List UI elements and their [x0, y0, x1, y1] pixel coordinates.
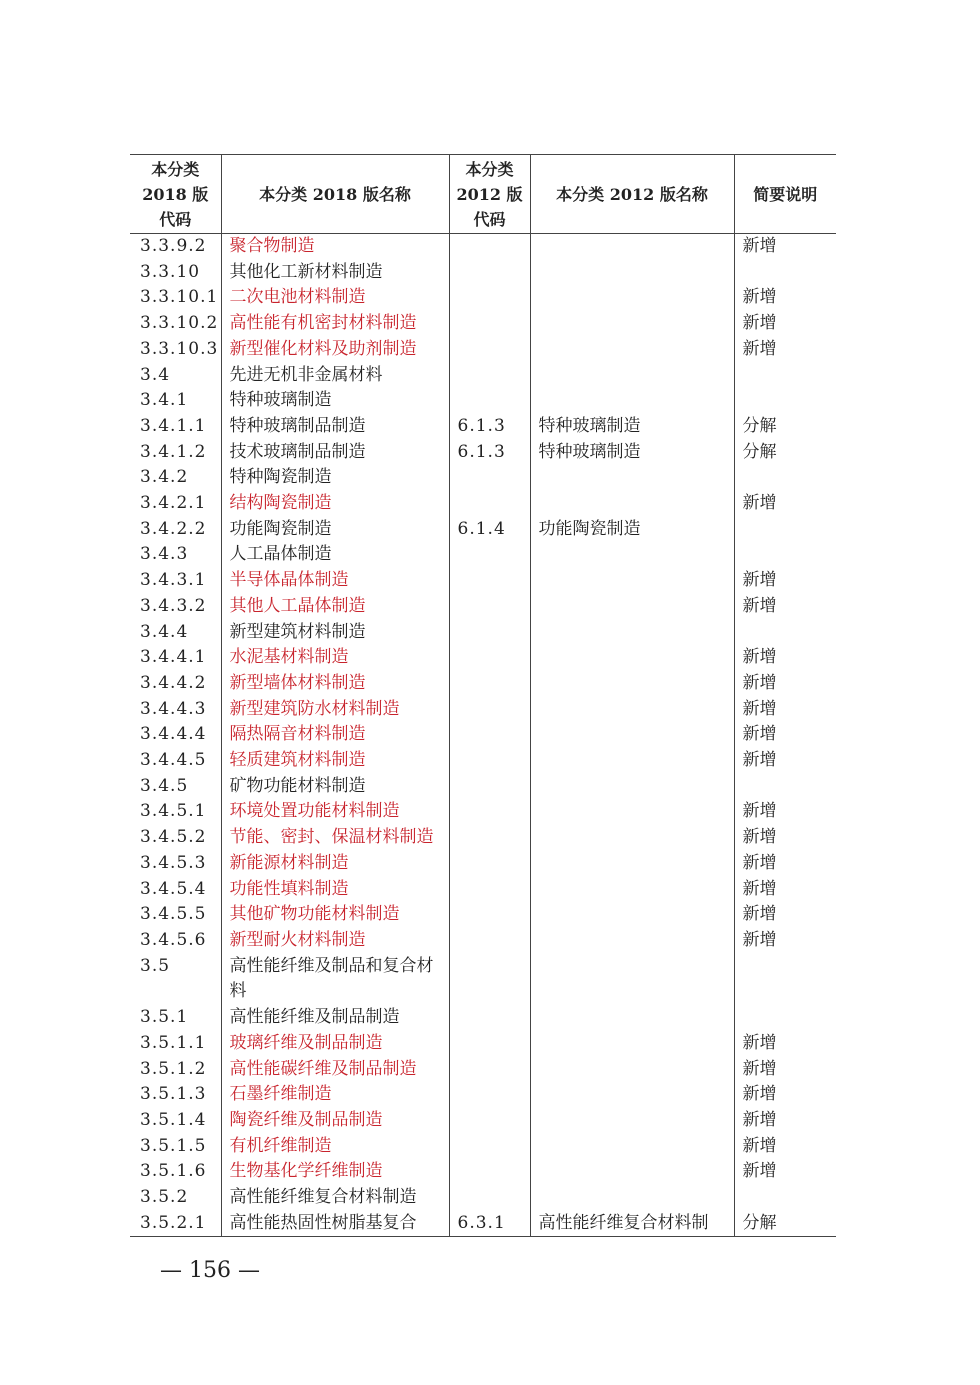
- cell-name12: [530, 620, 734, 646]
- cell-code: 3.4.5.2: [130, 825, 221, 851]
- cell-name12: [530, 902, 734, 928]
- table-row: [130, 388, 836, 414]
- cell-name: 水泥基材料制造: [221, 645, 449, 671]
- cell-code12: [449, 1108, 530, 1134]
- cell-name: 聚合物制造: [221, 234, 449, 260]
- cell-code12: [449, 1159, 530, 1185]
- cell-code12: [449, 851, 530, 877]
- cell-code12: [449, 671, 530, 697]
- cell-name12: [530, 722, 734, 748]
- cell-code12: [449, 1082, 530, 1108]
- cell-code12: [449, 465, 530, 491]
- table-row: [130, 877, 836, 903]
- table-row: [130, 542, 836, 568]
- cell-note: 新增: [734, 902, 836, 928]
- table-row: [130, 1108, 836, 1134]
- table-row: [130, 517, 836, 543]
- header-name-2018: 本分类 2018 版名称: [221, 155, 449, 234]
- cell-code12: [449, 697, 530, 723]
- cell-code: 3.5: [130, 954, 221, 1005]
- cell-code: 3.4.4.2: [130, 671, 221, 697]
- cell-code: 3.4.3.2: [130, 594, 221, 620]
- cell-code: 3.3.10.3: [130, 337, 221, 363]
- cell-name12: [530, 1057, 734, 1083]
- cell-code: 3.4.4.4: [130, 722, 221, 748]
- cell-name: 高性能碳纤维及制品制造: [221, 1057, 449, 1083]
- table-row: [130, 363, 836, 389]
- cell-code12: [449, 491, 530, 517]
- cell-note: 新增: [734, 1057, 836, 1083]
- cell-code: 3.3.9.2: [130, 234, 221, 260]
- cell-note: 新增: [734, 671, 836, 697]
- table-row: [130, 722, 836, 748]
- cell-code: 3.4.2: [130, 465, 221, 491]
- table-row: [130, 594, 836, 620]
- cell-name12: 高性能纤维复合材料制: [530, 1211, 734, 1237]
- cell-name12: [530, 1134, 734, 1160]
- table-row: [130, 954, 836, 1005]
- cell-note: 新增: [734, 285, 836, 311]
- cell-note: [734, 1005, 836, 1031]
- cell-name: 高性能有机密封材料制造: [221, 311, 449, 337]
- cell-code: 3.5.2: [130, 1185, 221, 1211]
- cell-name12: [530, 1159, 734, 1185]
- table-row: [130, 671, 836, 697]
- table-row: [130, 928, 836, 954]
- cell-name12: [530, 799, 734, 825]
- cell-name: 新型墙体材料制造: [221, 671, 449, 697]
- cell-name12: [530, 260, 734, 286]
- cell-code: 3.4.4.1: [130, 645, 221, 671]
- cell-note: 新增: [734, 645, 836, 671]
- cell-note: 分解: [734, 440, 836, 466]
- cell-code12: [449, 337, 530, 363]
- cell-name: 高性能热固性树脂基复合: [221, 1211, 449, 1237]
- cell-note: 新增: [734, 1031, 836, 1057]
- cell-note: [734, 954, 836, 1005]
- cell-code: 3.4.1.2: [130, 440, 221, 466]
- cell-code12: [449, 594, 530, 620]
- table-row: [130, 414, 836, 440]
- cell-code: 3.4.4: [130, 620, 221, 646]
- cell-note: [734, 542, 836, 568]
- cell-code: 3.5.1.5: [130, 1134, 221, 1160]
- cell-code12: [449, 928, 530, 954]
- cell-name: 新型耐火材料制造: [221, 928, 449, 954]
- cell-name12: [530, 1005, 734, 1031]
- cell-name: 技术玻璃制品制造: [221, 440, 449, 466]
- cell-note: 新增: [734, 825, 836, 851]
- cell-note: 新增: [734, 594, 836, 620]
- classification-table: [130, 154, 836, 1237]
- cell-code12: 6.1.4: [449, 517, 530, 543]
- cell-code12: 6.1.3: [449, 440, 530, 466]
- header-name-2012: 本分类 2012 版名称: [530, 155, 734, 234]
- cell-code: 3.5.1.4: [130, 1108, 221, 1134]
- cell-code12: [449, 645, 530, 671]
- cell-name: 生物基化学纤维制造: [221, 1159, 449, 1185]
- cell-note: [734, 465, 836, 491]
- cell-name: 其他矿物功能材料制造: [221, 902, 449, 928]
- cell-note: 分解: [734, 1211, 836, 1237]
- cell-name: 高性能纤维及制品和复合材料: [221, 954, 449, 1005]
- cell-name12: [530, 954, 734, 1005]
- cell-note: [734, 620, 836, 646]
- cell-note: 新增: [734, 337, 836, 363]
- cell-name: 节能、密封、保温材料制造: [221, 825, 449, 851]
- cell-code: 3.4.4.5: [130, 748, 221, 774]
- cell-name12: [530, 337, 734, 363]
- cell-code12: [449, 1057, 530, 1083]
- cell-code12: [449, 234, 530, 260]
- cell-code: 3.4.5.6: [130, 928, 221, 954]
- cell-code: 3.5.2.1: [130, 1211, 221, 1237]
- cell-note: 新增: [734, 491, 836, 517]
- cell-name: 玻璃纤维及制品制造: [221, 1031, 449, 1057]
- cell-name: 人工晶体制造: [221, 542, 449, 568]
- cell-note: 新增: [734, 1108, 836, 1134]
- cell-name: 环境处置功能材料制造: [221, 799, 449, 825]
- cell-code12: [449, 722, 530, 748]
- cell-code: 3.3.10.1: [130, 285, 221, 311]
- cell-name: 新型建筑防水材料制造: [221, 697, 449, 723]
- cell-code12: [449, 877, 530, 903]
- cell-code12: [449, 568, 530, 594]
- table-row: [130, 260, 836, 286]
- cell-name12: [530, 1031, 734, 1057]
- cell-code: 3.5.1.2: [130, 1057, 221, 1083]
- table-header-row: [130, 155, 836, 234]
- cell-code12: [449, 825, 530, 851]
- cell-name12: [530, 671, 734, 697]
- cell-code12: [449, 1185, 530, 1211]
- cell-name: 高性能纤维及制品制造: [221, 1005, 449, 1031]
- cell-code: 3.5.1.1: [130, 1031, 221, 1057]
- cell-name12: 特种玻璃制造: [530, 440, 734, 466]
- cell-note: [734, 363, 836, 389]
- table-row: [130, 1005, 836, 1031]
- cell-name12: [530, 465, 734, 491]
- cell-name12: [530, 311, 734, 337]
- table-row: [130, 285, 836, 311]
- table-body: [130, 234, 836, 1237]
- cell-code: 3.5.1.3: [130, 1082, 221, 1108]
- cell-code: 3.5.1.6: [130, 1159, 221, 1185]
- cell-code12: [449, 620, 530, 646]
- cell-code12: 6.1.3: [449, 414, 530, 440]
- cell-code12: [449, 311, 530, 337]
- cell-code12: [449, 363, 530, 389]
- cell-name12: [530, 748, 734, 774]
- cell-code12: [449, 1005, 530, 1031]
- cell-name: 新型建筑材料制造: [221, 620, 449, 646]
- cell-name12: [530, 697, 734, 723]
- cell-code: 3.4.5.1: [130, 799, 221, 825]
- cell-code: 3.4.5: [130, 774, 221, 800]
- cell-name12: [530, 594, 734, 620]
- cell-note: 新增: [734, 568, 836, 594]
- cell-name: 陶瓷纤维及制品制造: [221, 1108, 449, 1134]
- header-note: 简要说明: [734, 155, 836, 234]
- cell-note: [734, 774, 836, 800]
- cell-note: 新增: [734, 234, 836, 260]
- cell-name12: [530, 645, 734, 671]
- cell-code: 3.4.2.2: [130, 517, 221, 543]
- cell-note: 新增: [734, 877, 836, 903]
- cell-note: 新增: [734, 748, 836, 774]
- cell-name: 特种玻璃制造: [221, 388, 449, 414]
- table-row: [130, 1057, 836, 1083]
- table-row: [130, 1031, 836, 1057]
- cell-name12: 功能陶瓷制造: [530, 517, 734, 543]
- table-row: [130, 568, 836, 594]
- cell-name12: [530, 774, 734, 800]
- cell-code: 3.4.4.3: [130, 697, 221, 723]
- cell-name: 其他人工晶体制造: [221, 594, 449, 620]
- cell-code12: [449, 1134, 530, 1160]
- cell-code: 3.4.1: [130, 388, 221, 414]
- cell-code: 3.4.3.1: [130, 568, 221, 594]
- cell-note: 分解: [734, 414, 836, 440]
- cell-name12: [530, 851, 734, 877]
- cell-name: 其他化工新材料制造: [221, 260, 449, 286]
- cell-code: 3.3.10.2: [130, 311, 221, 337]
- cell-name12: [530, 388, 734, 414]
- cell-name12: [530, 568, 734, 594]
- cell-code12: [449, 954, 530, 1005]
- cell-name12: [530, 1082, 734, 1108]
- cell-name: 隔热隔音材料制造: [221, 722, 449, 748]
- cell-note: 新增: [734, 697, 836, 723]
- cell-note: 新增: [734, 722, 836, 748]
- cell-code12: [449, 285, 530, 311]
- cell-name12: [530, 928, 734, 954]
- cell-code12: [449, 902, 530, 928]
- cell-name12: 特种玻璃制造: [530, 414, 734, 440]
- cell-note: 新增: [734, 311, 836, 337]
- cell-note: 新增: [734, 799, 836, 825]
- cell-name: 功能性填料制造: [221, 877, 449, 903]
- cell-note: 新增: [734, 1082, 836, 1108]
- cell-note: 新增: [734, 1134, 836, 1160]
- table-row: [130, 465, 836, 491]
- table-row: [130, 337, 836, 363]
- cell-code12: [449, 774, 530, 800]
- cell-name: 先进无机非金属材料: [221, 363, 449, 389]
- cell-name12: [530, 234, 734, 260]
- cell-name: 特种陶瓷制造: [221, 465, 449, 491]
- cell-name12: [530, 1185, 734, 1211]
- cell-name: 石墨纤维制造: [221, 1082, 449, 1108]
- cell-code: 3.4.2.1: [130, 491, 221, 517]
- cell-name12: [530, 363, 734, 389]
- cell-note: [734, 260, 836, 286]
- page-number: — 156 —: [160, 1258, 260, 1283]
- cell-name: 高性能纤维复合材料制造: [221, 1185, 449, 1211]
- cell-name: 二次电池材料制造: [221, 285, 449, 311]
- cell-name: 有机纤维制造: [221, 1134, 449, 1160]
- cell-code: 3.3.10: [130, 260, 221, 286]
- cell-code12: [449, 542, 530, 568]
- table-row: [130, 902, 836, 928]
- cell-code12: [449, 1031, 530, 1057]
- cell-code12: [449, 388, 530, 414]
- cell-code: 3.4: [130, 363, 221, 389]
- cell-note: 新增: [734, 1159, 836, 1185]
- table-row: [130, 1082, 836, 1108]
- cell-name: 功能陶瓷制造: [221, 517, 449, 543]
- cell-note: [734, 517, 836, 543]
- cell-code12: [449, 799, 530, 825]
- cell-name12: [530, 285, 734, 311]
- cell-name: 新型催化材料及助剂制造: [221, 337, 449, 363]
- table-row: [130, 234, 836, 260]
- cell-code12: 6.3.1: [449, 1211, 530, 1237]
- cell-name: 新能源材料制造: [221, 851, 449, 877]
- cell-name12: [530, 825, 734, 851]
- cell-name12: [530, 877, 734, 903]
- cell-code: 3.4.5.4: [130, 877, 221, 903]
- cell-code: 3.4.5.5: [130, 902, 221, 928]
- cell-note: [734, 388, 836, 414]
- table-row: [130, 620, 836, 646]
- cell-name: 结构陶瓷制造: [221, 491, 449, 517]
- cell-code: 3.5.1: [130, 1005, 221, 1031]
- cell-name12: [530, 1108, 734, 1134]
- cell-name: 特种玻璃制品制造: [221, 414, 449, 440]
- cell-name: 半导体晶体制造: [221, 568, 449, 594]
- cell-note: [734, 1185, 836, 1211]
- table-row: [130, 311, 836, 337]
- table-row: [130, 1211, 836, 1237]
- cell-name: 轻质建筑材料制造: [221, 748, 449, 774]
- cell-name: 矿物功能材料制造: [221, 774, 449, 800]
- table-row: [130, 851, 836, 877]
- table-row: [130, 799, 836, 825]
- table-row: [130, 748, 836, 774]
- table-row: [130, 491, 836, 517]
- table-row: [130, 1185, 836, 1211]
- cell-code12: [449, 748, 530, 774]
- cell-note: 新增: [734, 851, 836, 877]
- header-code-2018: 本分类 2018 版 代码: [130, 155, 221, 234]
- table-row: [130, 645, 836, 671]
- cell-name12: [530, 491, 734, 517]
- table-row: [130, 1159, 836, 1185]
- table-row: [130, 825, 836, 851]
- cell-code12: [449, 260, 530, 286]
- table-row: [130, 774, 836, 800]
- table-row: [130, 1134, 836, 1160]
- cell-code: 3.4.3: [130, 542, 221, 568]
- cell-name12: [530, 542, 734, 568]
- cell-code: 3.4.1.1: [130, 414, 221, 440]
- header-code-2012: 本分类 2012 版 代码: [449, 155, 530, 234]
- cell-code: 3.4.5.3: [130, 851, 221, 877]
- table-row: [130, 440, 836, 466]
- cell-note: 新增: [734, 928, 836, 954]
- table-row: [130, 697, 836, 723]
